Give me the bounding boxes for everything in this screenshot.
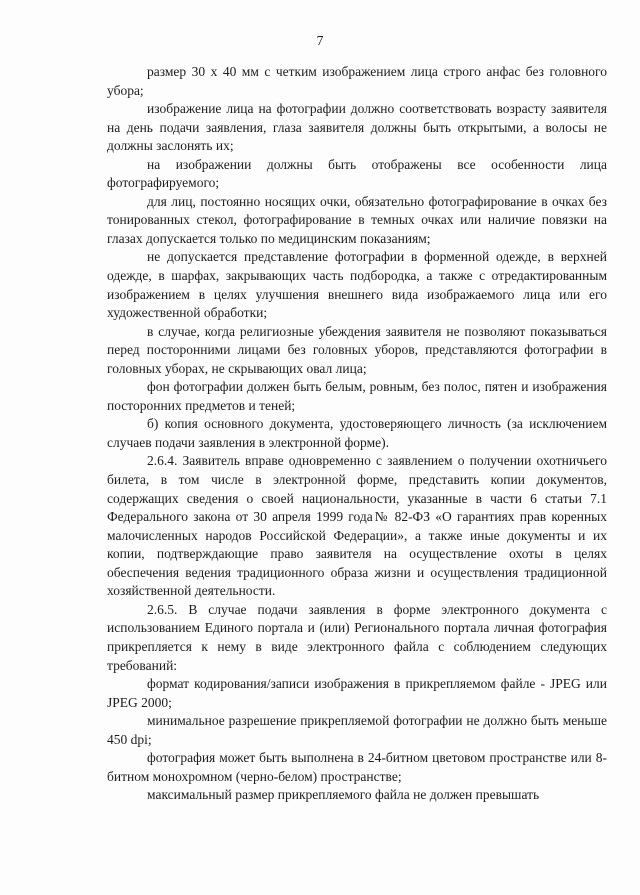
page-number: 7	[316, 33, 324, 48]
paragraph-photo-glasses: для лиц, постоянно носящих очки, обязательно фотографирование в очках без тонированных стекол, фотографирование в темных очках или наличие повязки на глазах допускается только по медицинским показаниям;	[107, 193, 607, 246]
paragraph-section-2-6-5: 2.6.5. В случае подачи заявления в форме электронного документа с использованием Единого портала и (или) Регионального портала личная фотография прикрепляется к нему в виде электронного файла с соблюдением следующих требований:	[107, 601, 607, 673]
paragraph-photo-age: изображение лица на фотографии должно соответствовать возрасту заявителя на день подачи заявления, глаза заявителя должны быть открытыми, а волосы не должны заслонять их;	[107, 101, 607, 154]
paragraph-identity-copy: б) копия основного документа, удостоверяющего личность (за исключением случаев подачи заявления в электронной форме).	[107, 416, 607, 450]
paragraph-max-file-size: максимальный размер прикрепляемого файла не должен превышать	[147, 787, 540, 803]
paragraph-photo-clothing: не допускается представление фотографии в форменной одежде, в верхней одежде, в шарфах, закрывающих часть подбородка, а также с отредактированным изображением в целях улучшения внешнего вида изображаемого лица или его художественной обработки;	[107, 249, 607, 321]
paragraph-photo-size: размер 30 х 40 мм с четким изображением лица строго анфас без головного убора;	[107, 64, 607, 98]
paragraph-file-format: формат кодирования/записи изображения в прикрепляемом файле - JPEG или JPEG 2000;	[107, 676, 607, 710]
paragraph-photo-religious: в случае, когда религиозные убеждения заявителя не позволяют показываться перед посторонними лицами без головных уборов, представляются фотографии в головных уборах, не скрывающих овал лица;	[107, 323, 607, 376]
paragraph-resolution: минимальное разрешение прикрепляемой фотографии не должно быть меньше 450 dpi;	[107, 713, 607, 747]
document-body	[107, 63, 607, 805]
paragraph-photo-background: фон фотографии должен быть белым, ровным, без полос, пятен и изображения посторонних предметов и теней;	[107, 379, 607, 413]
paragraph-photo-features: на изображении должны быть отображены все особенности лица фотографируемого;	[107, 156, 607, 191]
paragraph-section-2-6-4: 2.6.4. Заявитель вправе одновременно с заявлением о получении охотничьего билета, в том числе в электронной форме, представить копии документов, содержащих сведения о своей национальности, указанные в части 6 статьи 7.1 Федерального закона от 30 апреля 1999 года№ 82-ФЗ «О гарантиях прав коренных малочисленных народов Российской Федерации», а также иные документы и их копии, подтверждающие право заявителя на осуществление охоты в целях обеспечения ведения традиционного образа жизни и осуществления традиционной хозяйственной деятельности.	[107, 453, 607, 599]
paragraph-color-space: фотография может быть выполнена в 24-битном цветовом пространстве или 8-битном монохромном (черно-белом) пространстве;	[107, 750, 607, 784]
